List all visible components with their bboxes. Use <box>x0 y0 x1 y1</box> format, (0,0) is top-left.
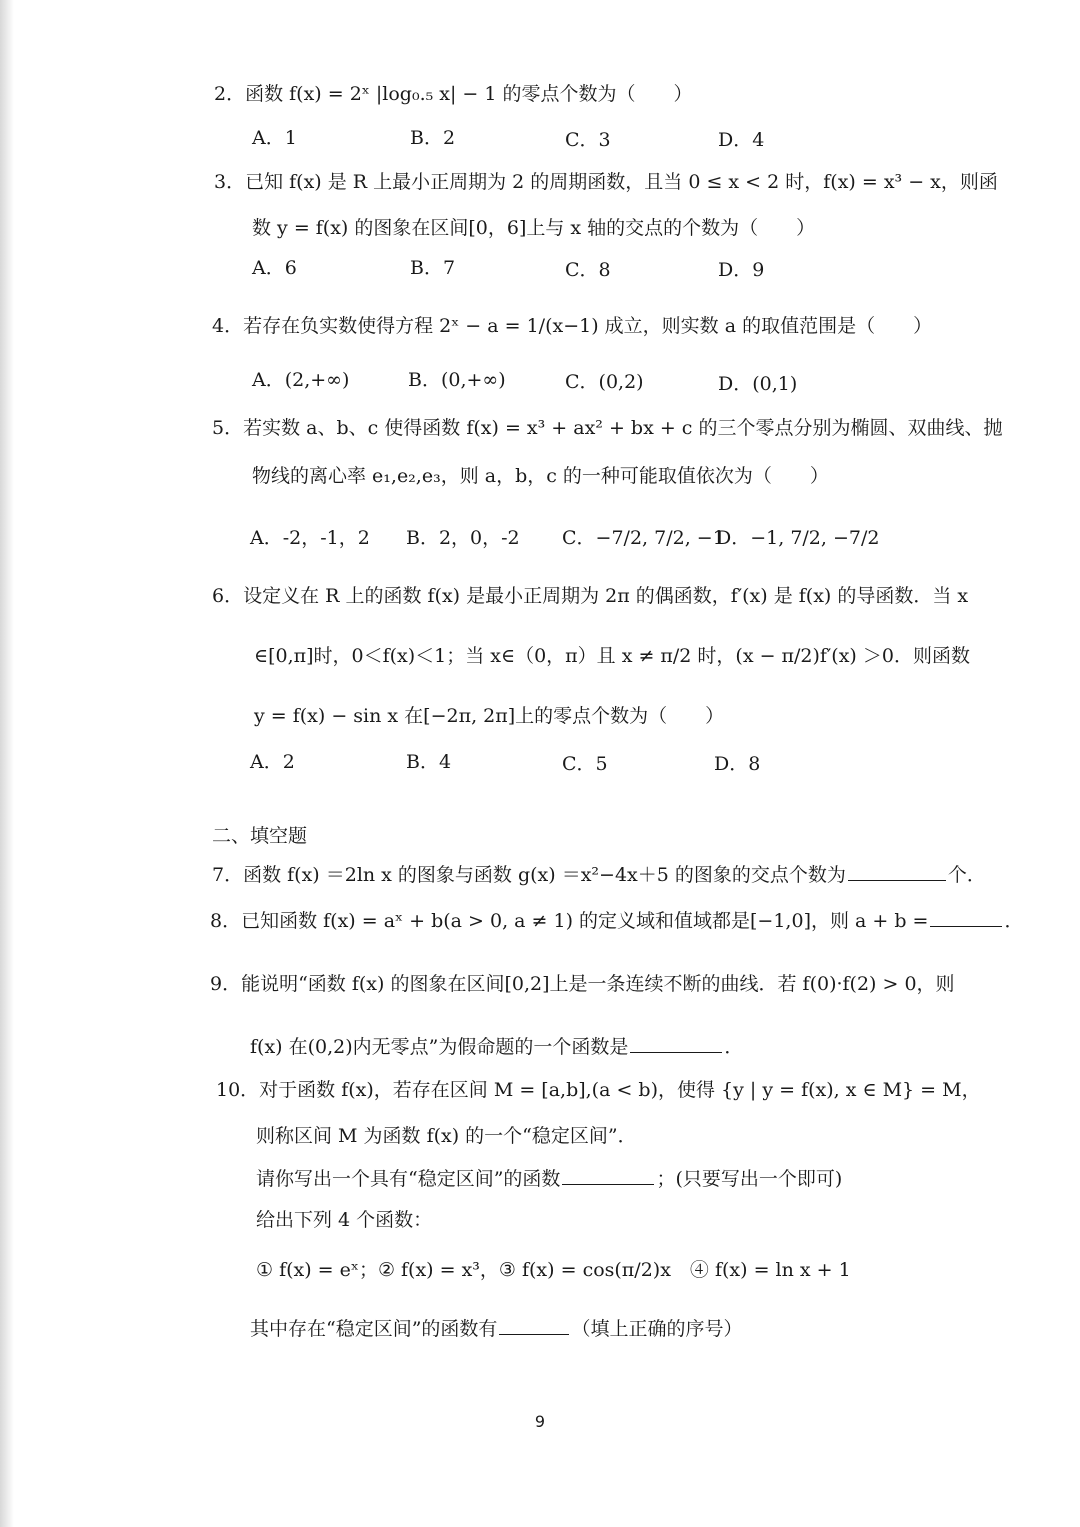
question-9-line-2 <box>250 1032 743 1061</box>
question-9-line-1: 9．能说明“函数 f(x) 的图象在区间[0,2]上是一条连续不断的曲线．若 f(0)·f(2) > 0，则 <box>210 973 955 995</box>
question-8-text: 8．已知函数 f(x) = aˣ + b(a > 0, a ≠ 1) 的定义域和值域都是[−1,0]，则 a + b = <box>210 910 929 932</box>
question-6-option-d: D．8 <box>714 753 761 775</box>
question-2-option-b: B．2 <box>410 127 456 149</box>
question-2-option-c: C．3 <box>565 129 611 151</box>
question-3-option-c: C．8 <box>565 259 611 281</box>
question-10-prompt: 请你写出一个具有“稳定区间”的函数 <box>256 1168 561 1190</box>
question-7 <box>212 860 986 889</box>
question-9-text: f(x) 在(0,2)内无零点”为假命题的一个函数是 <box>250 1036 629 1058</box>
question-2-option-a: A．1 <box>252 127 297 149</box>
question-4-option-a: A．(2,+∞) <box>252 369 350 391</box>
question-10-line-3 <box>256 1164 842 1193</box>
question-10-line-6 <box>250 1314 742 1343</box>
question-2-option-d: D．4 <box>718 129 765 151</box>
question-7-text: 7．函数 f(x) ＝2ln x 的图象与函数 g(x) ＝x²−4x＋5 的图象的交点个数为 <box>212 864 846 886</box>
question-3-option-b: B．7 <box>410 257 456 279</box>
question-8-suffix: ． <box>1004 910 1024 932</box>
question-9-suffix: ． <box>724 1036 744 1058</box>
question-10-line-1: 10．对于函数 f(x)，若存在区间 M = [a,b],(a < b)，使得 {y | y = f(x), x ∈ M} = M， <box>216 1079 981 1101</box>
question-4-option-d: D．(0,1) <box>718 373 798 395</box>
question-6-line-2: ∈[0,π]时，0＜f(x)＜1；当 x∈（0，π）且 x ≠ π/2 时，(x − π/2)f′(x) ＞0．则函数 <box>254 645 970 667</box>
question-10-hint: （填上正确的序号） <box>571 1318 743 1340</box>
question-8-blank <box>930 906 1002 927</box>
question-5-option-a: A．-2，-1，2 <box>250 527 370 549</box>
question-10-blank-1 <box>562 1164 654 1185</box>
question-10-line-4: 给出下列 4 个函数： <box>256 1209 433 1231</box>
question-4-text: 4．若存在负实数使得方程 2ˣ − a = 1/(x−1) 成立，则实数 a 的取值范围是（ ） <box>212 315 933 337</box>
scan-edge-shadow <box>0 0 14 1527</box>
page-number: 9 <box>534 1412 546 1431</box>
question-7-suffix: 个． <box>947 864 986 886</box>
question-10-line-2: 则称区间 M 为函数 f(x) 的一个“稳定区间”． <box>256 1125 637 1147</box>
question-3-option-d: D．9 <box>718 259 765 281</box>
question-6-option-b: B．4 <box>406 751 452 773</box>
question-6-option-a: A．2 <box>250 751 295 773</box>
question-3-line-2: 数 y = f(x) 的图象在区间[0，6]上与 x 轴的交点的个数为（ ） <box>252 217 816 239</box>
question-7-blank <box>848 860 946 881</box>
section-title-fill-in: 二、填空题 <box>212 825 308 847</box>
question-5-line-2: 物线的离心率 e₁,e₂,e₃，则 a，b，c 的一种可能取值依次为（ ） <box>252 465 829 487</box>
question-10-ask: 其中存在“稳定区间”的函数有 <box>250 1318 498 1340</box>
question-2-text: 2．函数 f(x) = 2ˣ |log₀.₅ x| − 1 的零点个数为（ ） <box>214 83 693 105</box>
question-8 <box>210 906 1023 935</box>
question-5-option-b: B．2，0，-2 <box>406 527 520 549</box>
question-9-blank <box>630 1032 722 1053</box>
question-6-line-1: 6．设定义在 R 上的函数 f(x) 是最小正周期为 2π 的偶函数，f′(x) 是 f(x) 的导函数．当 x <box>212 585 969 607</box>
question-10-functions: ① f(x) = eˣ；② f(x) = x³，③ f(x) = cos(π/2)x ④ f(x) = ln x + 1 <box>256 1259 851 1281</box>
question-5-option-d: D．−1, 7/2, −7/2 <box>716 527 880 549</box>
question-6-option-c: C．5 <box>562 753 608 775</box>
question-5-line-1: 5．若实数 a、b、c 使得函数 f(x) = x³ + ax² + bx + c 的三个零点分别为椭圆、双曲线、抛 <box>212 417 1003 439</box>
question-4-option-b: B．(0,+∞) <box>408 369 506 391</box>
question-6-line-3: y = f(x) − sin x 在[−2π, 2π]上的零点个数为（ ） <box>254 705 725 727</box>
question-3-line-1: 3．已知 f(x) 是 R 上最小正周期为 2 的周期函数，且当 0 ≤ x < 2 时，f(x) = x³ − x，则函 <box>214 171 998 193</box>
question-5-option-c: C．−7/2, 7/2, −1 <box>562 527 725 549</box>
question-3-option-a: A．6 <box>252 257 297 279</box>
question-4-option-c: C．(0,2) <box>565 371 644 393</box>
question-10-blank-2 <box>499 1314 569 1335</box>
question-10-note: ；(只要写出一个即可) <box>656 1168 843 1190</box>
